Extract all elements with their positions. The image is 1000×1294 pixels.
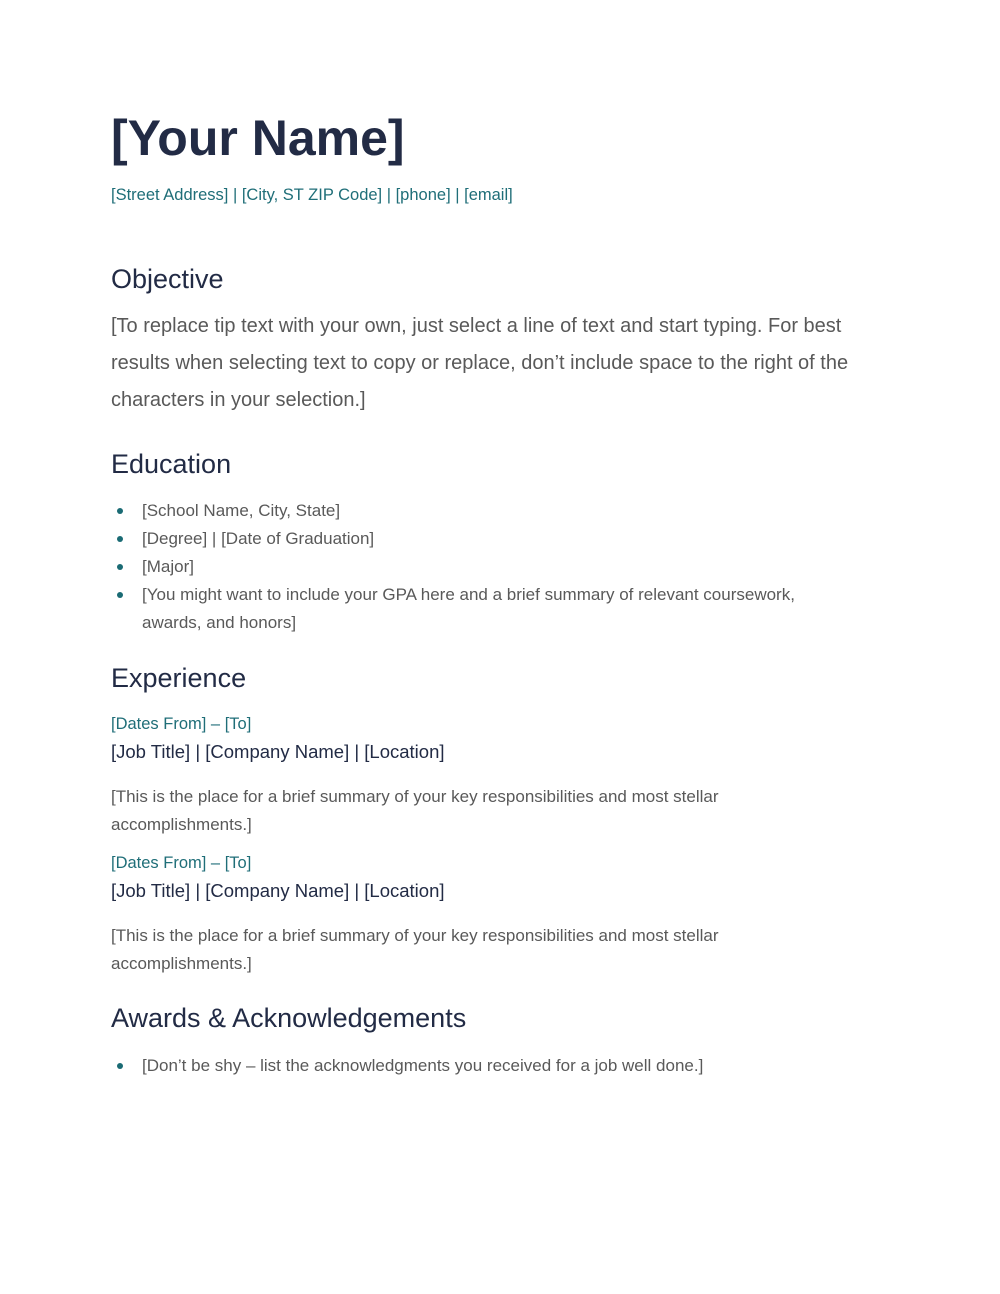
section-awards <box>111 1002 854 1079</box>
objective-heading: Objective <box>111 264 224 295</box>
entry-title: [Job Title] | [Company Name] | [Location] <box>111 741 445 763</box>
experience-entry <box>111 850 854 977</box>
experience-heading: Experience <box>111 662 247 693</box>
list-item <box>111 525 854 553</box>
awards-list <box>111 1052 854 1080</box>
list-item <box>111 553 854 581</box>
education-heading: Education <box>111 448 232 479</box>
list-item-text: [Major] <box>142 556 194 576</box>
list-item-text: [Degree] | [Date of Graduation] <box>142 528 375 548</box>
experience-entry <box>111 711 854 838</box>
section-objective <box>111 263 854 418</box>
entry-summary: [This is the place for a brief summary of your key responsibilities and most stellar accomplishments.] <box>111 926 719 973</box>
bullet-icon <box>117 564 123 570</box>
section-education <box>111 448 854 637</box>
entry-title: [Job Title] | [Company Name] | [Location] <box>111 880 445 902</box>
entry-dates: [Dates From] – [To] <box>111 715 252 734</box>
list-item-text: [School Name, City, State] <box>142 500 341 520</box>
bullet-icon <box>117 508 123 514</box>
list-item <box>111 1052 854 1080</box>
contact-line: [Street Address] | [City, ST ZIP Code] | [phone] | [email] <box>111 185 513 204</box>
entry-dates: [Dates From] – [To] <box>111 854 252 873</box>
list-item-text: [Don’t be shy – list the acknowledgments you received for a job well done.] <box>142 1055 704 1075</box>
section-experience <box>111 662 854 977</box>
bullet-icon <box>117 536 123 542</box>
objective-text: [To replace tip text with your own, just select a line of text and start typing. For best results when selecting text to copy or replace, don’t include space to the right of the characters in your selection.] <box>111 314 849 411</box>
education-list <box>111 497 854 637</box>
list-item <box>111 497 854 525</box>
awards-heading: Awards & Acknowledgements <box>111 1003 467 1034</box>
list-item-text: [You might want to include your GPA here and a brief summary of relevant coursework, awards, and honors] <box>142 584 795 632</box>
page-title: [Your Name] <box>111 110 405 166</box>
list-item <box>111 581 854 637</box>
bullet-icon <box>117 1063 123 1069</box>
bullet-icon <box>117 592 123 598</box>
entry-summary: [This is the place for a brief summary of your key responsibilities and most stellar accomplishments.] <box>111 787 719 834</box>
